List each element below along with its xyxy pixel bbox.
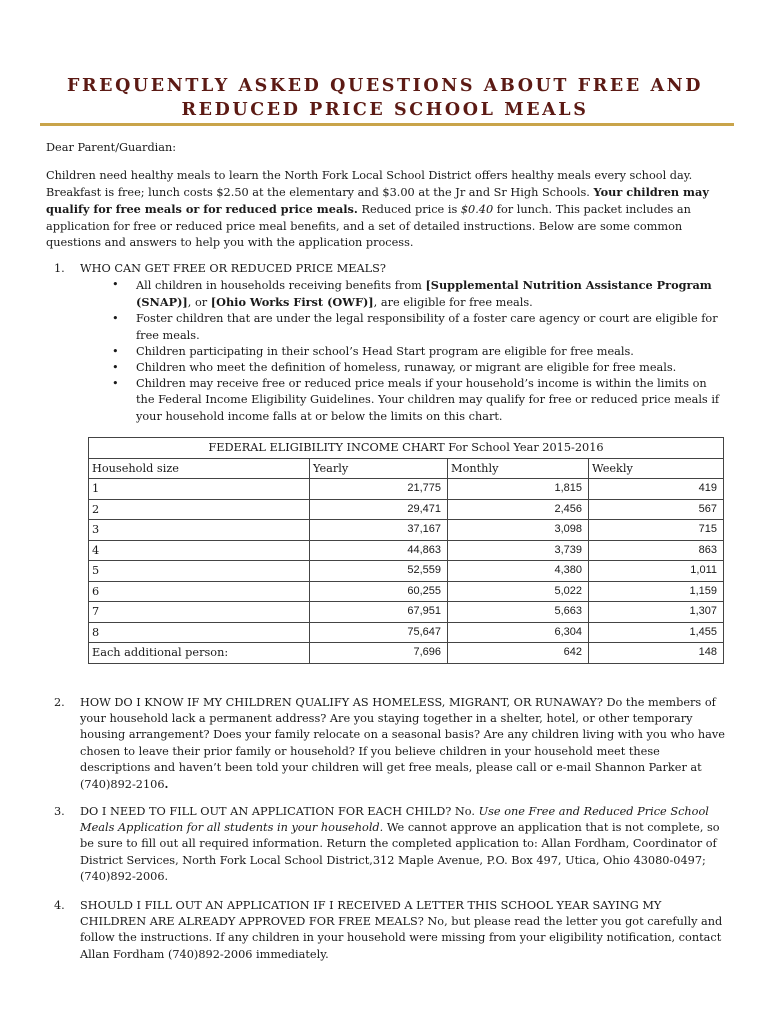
question-3 — [54, 804, 728, 885]
list-item-text: Foster children that are under the legal responsibility of a foster care agency or court are eligible for free meals. — [136, 312, 718, 342]
intro-bold: Your children may qualify for free meals or for reduced price meals. — [46, 185, 709, 217]
table-row — [89, 581, 724, 602]
question-2-end: . — [164, 777, 169, 792]
monthly-value: 3,098 — [448, 520, 589, 541]
income-eligibility-table — [88, 437, 724, 664]
weekly-value: 148 — [589, 643, 724, 664]
table-row — [89, 540, 724, 561]
table-row — [89, 643, 724, 664]
yearly-value: 44,863 — [310, 540, 448, 561]
list-item — [112, 344, 726, 360]
monthly-value: 5,663 — [448, 602, 589, 623]
question-2-text — [80, 695, 728, 793]
question-1 — [54, 261, 728, 277]
table-caption: FEDERAL ELIGIBILITY INCOME CHART For School Year 2015-2016 — [89, 438, 724, 459]
monthly-value: 2,456 — [448, 499, 589, 520]
question-number: 4. — [54, 899, 65, 912]
weekly-value: 715 — [589, 520, 724, 541]
weekly-value: 419 — [589, 479, 724, 500]
household-size: 5 — [89, 561, 310, 582]
monthly-value: 3,739 — [448, 540, 589, 561]
intro-text-1: Children need healthy meals to learn the North Fork Local School District offers healthy meals every school day. Breakfast is free; lunch costs $2.50 at the elementary and $3.00 at the Jr and Sr High Schools. — [46, 169, 693, 200]
bullet-icon: • — [112, 312, 119, 326]
question-number: 1. — [54, 262, 65, 275]
title-line-1: FREQUENTLY ASKED QUESTIONS ABOUT FREE AND — [66, 76, 704, 96]
owf-label: [Ohio Works First (OWF)] — [210, 295, 374, 310]
bullet-icon: • — [112, 361, 119, 375]
weekly-value: 1,011 — [589, 561, 724, 582]
column-header: Monthly — [448, 458, 589, 479]
list-item-text: Children participating in their school’s Head Start program are eligible for free meals. — [136, 344, 634, 358]
question-3-heading: DO I NEED TO FILL OUT AN APPLICATION FOR EACH CHILD? No. — [80, 805, 479, 818]
household-size: 2 — [89, 499, 310, 520]
column-header: Yearly — [310, 458, 448, 479]
household-size: 3 — [89, 520, 310, 541]
list-item — [112, 376, 726, 425]
monthly-value: 4,380 — [448, 561, 589, 582]
table-row — [89, 499, 724, 520]
snap-label: [Supplemental Nutrition Assistance Program (SNAP)] — [136, 278, 712, 310]
page-title — [40, 74, 730, 122]
list-item — [112, 360, 726, 376]
weekly-value: 1,455 — [589, 622, 724, 643]
column-header: Weekly — [589, 458, 724, 479]
eligibility-list — [112, 277, 726, 425]
question-number: 2. — [54, 696, 65, 709]
table-row — [89, 561, 724, 582]
bullet-icon: • — [112, 344, 119, 358]
salutation: Dear Parent/Guardian: — [46, 141, 177, 154]
list-item — [112, 311, 726, 343]
household-size: 6 — [89, 581, 310, 602]
question-3-body: We cannot approve an application that is not complete, so be sure to fill out all required information. Return the completed application to: Allan Fordham, Coordinator of District Services, North Fork Local School District,312 Maple Avenue, P.O. Box 497, Utica, Ohio 43080-0497; (740)892-2006. — [80, 821, 720, 883]
weekly-value: 567 — [589, 499, 724, 520]
table-caption-row — [89, 438, 724, 459]
monthly-value: 1,815 — [448, 479, 589, 500]
yearly-value: 29,471 — [310, 499, 448, 520]
bullet-icon: • — [112, 278, 119, 291]
list-item-text: All children in households receiving benefits from — [136, 279, 426, 292]
table-header-row — [89, 458, 724, 479]
intro-text-2: Reduced price is — [357, 203, 461, 217]
reduced-price-value: $0.40 — [460, 203, 494, 217]
list-item-text: , or — [187, 296, 211, 310]
bullet-icon: • — [112, 377, 119, 391]
table-row — [89, 479, 724, 500]
weekly-value: 863 — [589, 540, 724, 561]
yearly-value: 21,775 — [310, 479, 448, 500]
column-header: Household size — [89, 458, 310, 479]
intro-paragraph — [46, 168, 728, 251]
question-4 — [54, 898, 728, 963]
yearly-value: 52,559 — [310, 561, 448, 582]
yearly-value: 75,647 — [310, 622, 448, 643]
question-1-heading: WHO CAN GET FREE OR REDUCED PRICE MEALS? — [80, 262, 386, 275]
list-item-text: , are eligible for free meals. — [373, 296, 533, 310]
question-4-text: SHOULD I FILL OUT AN APPLICATION IF I RECEIVED A LETTER THIS SCHOOL YEAR SAYING MY CHILDREN ARE ALREADY APPROVED FOR FREE MEALS? No, but please read the letter you got carefully and follow the instructions. If any children in your household were missing from your eligibility notification, contact Allan Fordham (740)892-2006 immediately. — [80, 899, 723, 961]
monthly-value: 5,022 — [448, 581, 589, 602]
household-size: 7 — [89, 602, 310, 623]
question-number: 3. — [54, 805, 65, 818]
yearly-value: 60,255 — [310, 581, 448, 602]
table-row — [89, 602, 724, 623]
intro-text-3: for lunch. This packet includes an application for free or reduced price meal benefits, and a set of detailed instructions. Below are some common questions and answers to help you with the application process. — [46, 203, 691, 249]
yearly-value: 37,167 — [310, 520, 448, 541]
household-size: Each additional person: — [89, 643, 310, 664]
question-3-text — [80, 804, 728, 885]
yearly-value: 67,951 — [310, 602, 448, 623]
monthly-value: 642 — [448, 643, 589, 664]
list-item — [112, 277, 726, 311]
title-line-2: REDUCED PRICE SCHOOL MEALS — [181, 100, 589, 120]
question-2-body: HOW DO I KNOW IF MY CHILDREN QUALIFY AS HOMELESS, MIGRANT, OR RUNAWAY? Do the members of your household lack a permanent address? Are you staying together in a shelter, hotel, or other temporary housing arrangement? Does your family relocate on a seasonal basis? Are any children living with you who have chosen to leave their prior family or household? If you believe children in your household meet these descriptions and haven’t been told your children will get free meals, please call or e-mail Shannon Parker at (740)892-2106 — [80, 696, 725, 792]
monthly-value: 6,304 — [448, 622, 589, 643]
question-2 — [54, 695, 728, 793]
household-size: 4 — [89, 540, 310, 561]
household-size: 1 — [89, 479, 310, 500]
question-3-italic: Use one Free and Reduced Price School Meals Application for all students in your household. — [80, 805, 709, 835]
list-item-text: Children who meet the definition of homeless, runaway, or migrant are eligible for free meals. — [136, 361, 677, 375]
weekly-value: 1,307 — [589, 602, 724, 623]
weekly-value: 1,159 — [589, 581, 724, 602]
title-underline — [40, 123, 734, 126]
table-row — [89, 520, 724, 541]
yearly-value: 7,696 — [310, 643, 448, 664]
list-item-text: Children may receive free or reduced price meals if your household’s income is within the limits on the Federal Income Eligibility Guidelines. Your children may qualify for free or reduced price meals if your household income falls at or below the limits on this chart. — [136, 377, 720, 423]
table-row — [89, 622, 724, 643]
household-size: 8 — [89, 622, 310, 643]
